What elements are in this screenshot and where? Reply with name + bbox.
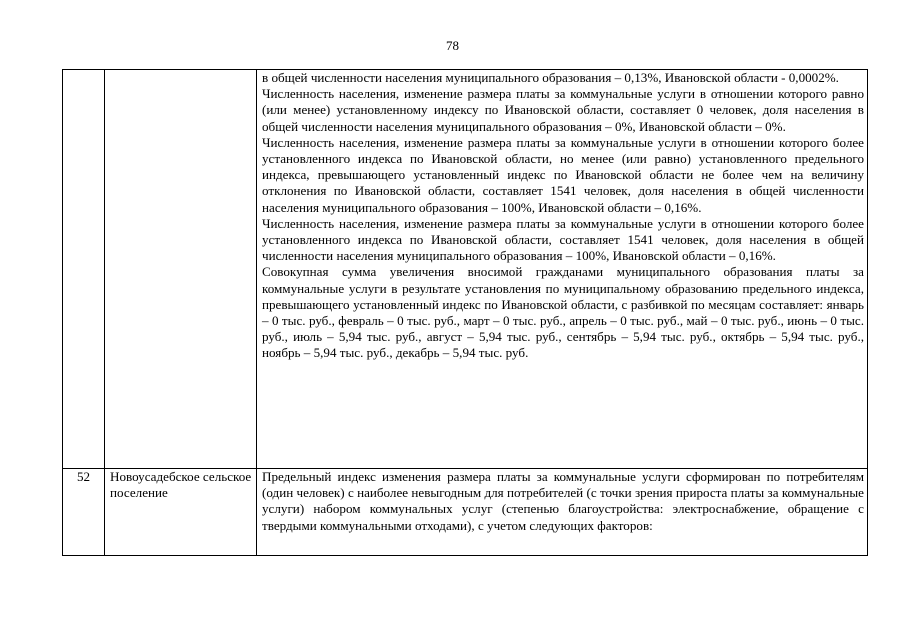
paragraph: Численность населения, изменение размера платы за коммунальные услуги в отношении которого равно (или менее) установленному индексу по Ивановской области, составляет 0 человек, доля населения в общей численности населения муниципального образования – 0%, Ивановской области – 0%. [262,86,864,134]
municipality-name-cell: Новоусадебское сельское поселение [105,469,257,556]
paragraph: в общей численности населения муниципального образования – 0,13%, Ивановской области - 0,0002%. [262,70,839,85]
table-row [63,70,868,469]
table-row [63,469,868,556]
description-cell [257,70,868,469]
paragraph: Предельный индекс изменения размера платы за коммунальные услуги сформирован по потребителям (один человек) с наиболее невыгодным для потребителей (с точки зрения прироста платы за коммунальные услуги) набором коммунальных услуг (степенью благоустройства: электроснабжение, обращение с твердыми коммунальными отходами), с учетом следующих факторов: [262,469,864,533]
row-number-cell: 52 [63,469,105,556]
description-cell [257,469,868,556]
paragraph: Численность населения, изменение размера платы за коммунальные услуги в отношении которого более установленного индекса по Ивановской области, но менее (или равно) установленного предельного индекса, превышающего установленный индекс по Ивановской области не более чем на величину отклонения по Ивановской области, составляет 1541 человек, доля населения в общей численности населения муниципального образования – 100%, Ивановской области – 0,16%. [262,134,864,215]
municipality-index-table [62,69,868,556]
municipality-name-cell [105,70,257,469]
paragraph: Совокупная сумма увеличения вносимой гражданами муниципального образования платы за коммунальные услуги в результате установления по муниципальному образованию предельного индекса, превышающего установленный индекс по Ивановской области, с разбивкой по месяцам составляет: январь – 0 тыс. руб., февраль – 0 тыс. руб., март – 0 тыс. руб., апрель – 0 тыс. руб., май – 0 тыс. руб., июнь – 0 тыс. руб., июль – 5,94 тыс. руб., август – 5,94 тыс. руб., сентябрь – 5,94 тыс. руб., октябрь – 5,94 тыс. руб., ноябрь – 5,94 тыс. руб., декабрь – 5,94 тыс. руб. [262,264,864,361]
page-number: 78 [446,38,459,53]
paragraph: Численность населения, изменение размера платы за коммунальные услуги в отношении которого более установленного индекса по Ивановской области, составляет 1541 человек, доля населения в общей численности населения муниципального образования – 100%, Ивановской области – 0,16%. [262,215,864,264]
row-number-cell [63,70,105,469]
